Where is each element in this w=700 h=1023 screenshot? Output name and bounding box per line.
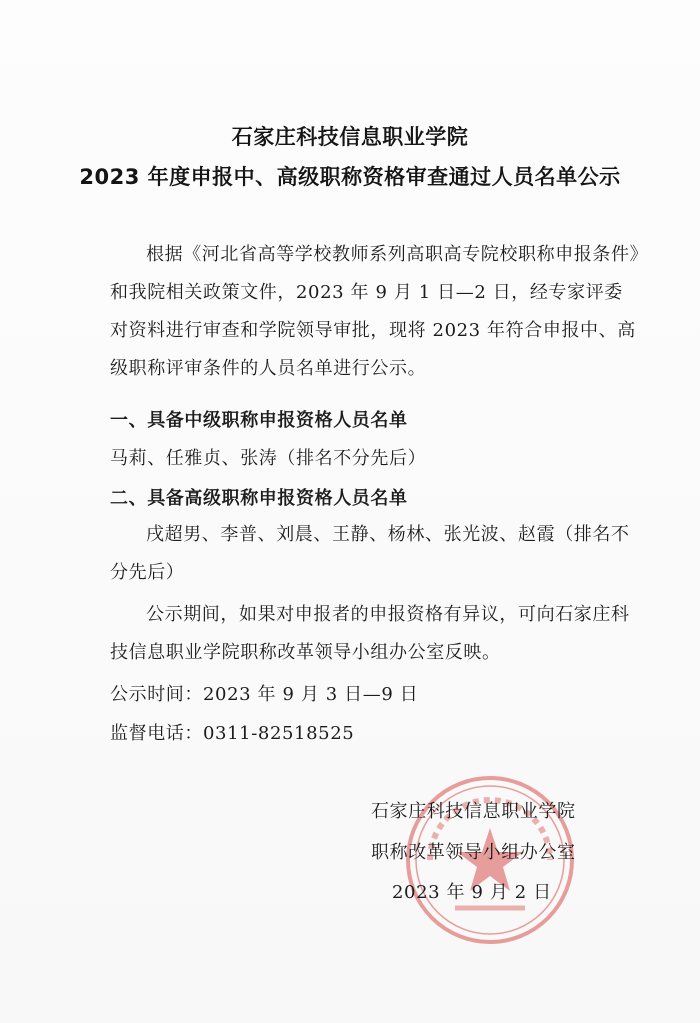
objection-notice: 公示期间，如果对申报者的申报资格有异议，可向石家庄科技信息职业学院职称改革领导小组办公室反映。	[110, 604, 630, 663]
document-title-institution: 石家庄科技信息职业学院	[231, 125, 469, 149]
section1-names: 马莉、任雅贞、张涛（排名不分先后）	[110, 448, 427, 469]
document-title-subject: 2023 年度申报中、高级职称资格审查通过人员名单公示	[79, 165, 621, 189]
signature-org-college: 石家庄科技信息职业学院	[371, 801, 576, 822]
publicity-period: 公示时间：2023 年 9 月 3 日—9 日	[110, 684, 419, 705]
signature-org-office: 职称改革领导小组办公室	[371, 842, 576, 863]
supervision-phone: 监督电话：0311-82518525	[110, 723, 355, 744]
signature-date: 2023 年 9 月 2 日	[392, 882, 552, 903]
section1-heading: 一、具备中级职称申报资格人员名单	[110, 410, 408, 431]
section2-heading: 二、具备高级职称申报资格人员名单	[110, 488, 408, 509]
section2-names: 戌超男、李普、刘晨、王静、杨林、张光波、赵霞（排名不分先后）	[110, 524, 630, 583]
intro-paragraph: 根据《河北省高等学校教师系列高职高专院校职称申报条件》和我院相关政策文件，2023 年 9 月 1 日—2 日，经专家评委对资料进行审查和学院领导审批，现将 2023 年符合申报中、高级职称评审条件的人员名单进行公示。	[110, 244, 640, 379]
